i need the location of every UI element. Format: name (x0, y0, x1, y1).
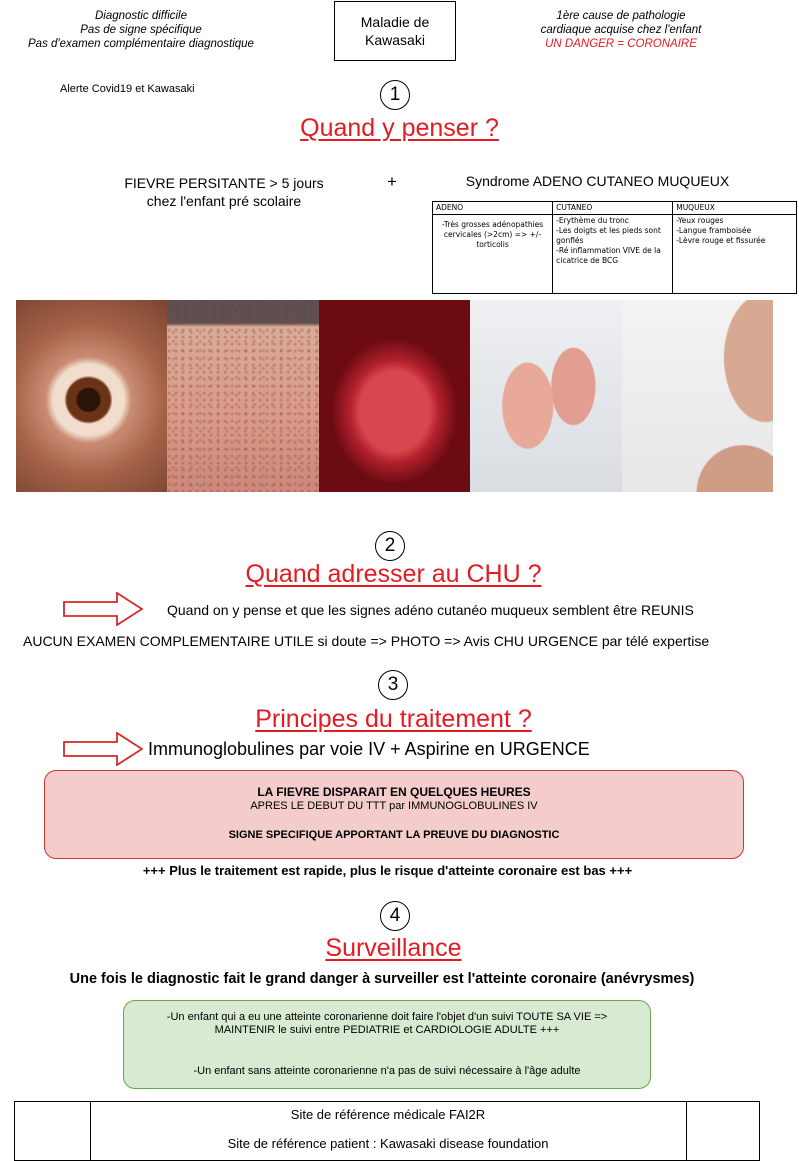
patient-reference-link[interactable]: Site de référence patient : Kawasaki disease foundation (227, 1136, 549, 1151)
header-right-line: 1ère cause de pathologie (556, 10, 686, 22)
fever-criterion (104, 174, 344, 210)
covid-alert-link[interactable]: Alerte Covid19 et Kawasaki (60, 83, 195, 95)
document-title-box (334, 1, 456, 61)
medical-reference-link[interactable]: Site de référence médicale FAI2R (290, 1107, 486, 1122)
cutaneo-item: -Erythème du tronc (556, 216, 629, 225)
header-right-line: cardiaque acquise chez l'enfant (540, 24, 702, 36)
follow-up-box (123, 1000, 651, 1089)
box-line: -Un enfant sans atteinte coronarienne n'a pas de suivi nécessaire à l'âge adulte (193, 1065, 581, 1077)
treatment-speed-note: +++ Plus le traitement est rapide, plus le risque d'atteinte coronaire est bas +++ (142, 863, 633, 878)
box-line: APRES LE DEBUT DU TTT par IMMUNOGLOBULINES IV (250, 800, 538, 812)
box-line-bold: SIGNE SPECIFIQUE APPORTANT LA PREUVE DU DIAGNOSTIC (228, 829, 560, 841)
arrow-right-icon (63, 592, 143, 626)
box-line: -Un enfant qui a eu une atteinte coronarienne doit faire l'objet d'un suivi TOUTE SA VIE => (166, 1011, 608, 1023)
section-title-2: Quand adresser au CHU ? (245, 560, 542, 588)
header-left-notes (10, 9, 272, 51)
syndrome-title: Syndrome ADENO CUTANEO MUQUEUX (465, 173, 730, 189)
cutaneo-item: -Les doigts et les pieds sont gonflés (556, 226, 661, 245)
criteria-table (432, 201, 797, 294)
title-line: Maladie de (360, 14, 430, 30)
surveillance-subtitle: Une fois le diagnostic fait le grand danger à surveiller est l'atteinte coronaire (anévrysmes) (69, 971, 695, 987)
section-number-3: 3 (378, 670, 408, 700)
referral-criterion: Quand on y pense et que les signes adéno cutanéo muqueux semblent être REUNIS (167, 602, 694, 618)
tongue-photo (319, 300, 470, 492)
header-muqueux: MUQUEUX (673, 202, 797, 215)
back-rash-photo (167, 300, 318, 492)
section-number-1: 1 (380, 80, 410, 110)
eye-photo (16, 300, 167, 492)
adeno-text: -Très grosses adénopathies cervicales (>2cm) => +/- torticolis (441, 220, 544, 249)
fever-response-box (44, 770, 744, 859)
cell-adeno (433, 215, 553, 294)
footer-empty-cell (15, 1102, 91, 1160)
plus-sign: + (387, 172, 397, 191)
fever-line: chez l'enfant pré scolaire (146, 193, 302, 209)
cell-muqueux (673, 215, 797, 294)
header-left-line: Pas de signe spécifique (80, 24, 202, 36)
treatment-text: Immunoglobulines par voie IV + Aspirine en URGENCE (148, 739, 590, 759)
section-number-4: 4 (380, 901, 410, 931)
feet-photo (470, 300, 621, 492)
section-title-4: Surveillance (325, 934, 462, 962)
footer-table (14, 1101, 760, 1161)
box-line-bold: LA FIEVRE DISPARAIT EN QUELQUES HEURES (257, 785, 531, 799)
section-title-1: Quand y penser ? (300, 114, 499, 142)
symptom-photos-strip (16, 300, 773, 492)
cell-cutaneo (553, 215, 673, 294)
header-left-line: Pas d'examen complémentaire diagnostique (28, 38, 254, 50)
section-title-3: Principes du traitement ? (255, 705, 532, 733)
muqueux-item: -Yeux rouges (676, 216, 724, 225)
muqueux-item: -Lèvre rouge et fissurée (676, 236, 766, 245)
danger-coronaire: UN DANGER = CORONAIRE (545, 38, 697, 50)
cutaneo-item: -Ré inflammation VIVE de la cicatrice de BCG (556, 246, 661, 265)
header-right-notes (490, 9, 752, 51)
muqueux-item: -Langue framboisée (676, 226, 752, 235)
header-cutaneo: CUTANEO (553, 202, 673, 215)
section-number-2: 2 (375, 531, 405, 561)
arrow-right-icon (63, 732, 143, 766)
box-line: MAINTENIR le suivi entre PEDIATRIE et CARDIOLOGIE ADULTE +++ (214, 1024, 560, 1036)
fever-line: FIEVRE PERSITANTE > 5 jours (124, 175, 324, 191)
neck-photo (622, 300, 773, 492)
title-line: Kawasaki (365, 32, 425, 48)
footer-links-cell (90, 1102, 687, 1160)
header-adeno: ADENO (433, 202, 553, 215)
header-left-line: Diagnostic difficile (94, 10, 188, 22)
no-exam-advice: AUCUN EXAMEN COMPLEMENTAIRE UTILE si doute => PHOTO => Avis CHU URGENCE par télé expertise (23, 633, 710, 649)
